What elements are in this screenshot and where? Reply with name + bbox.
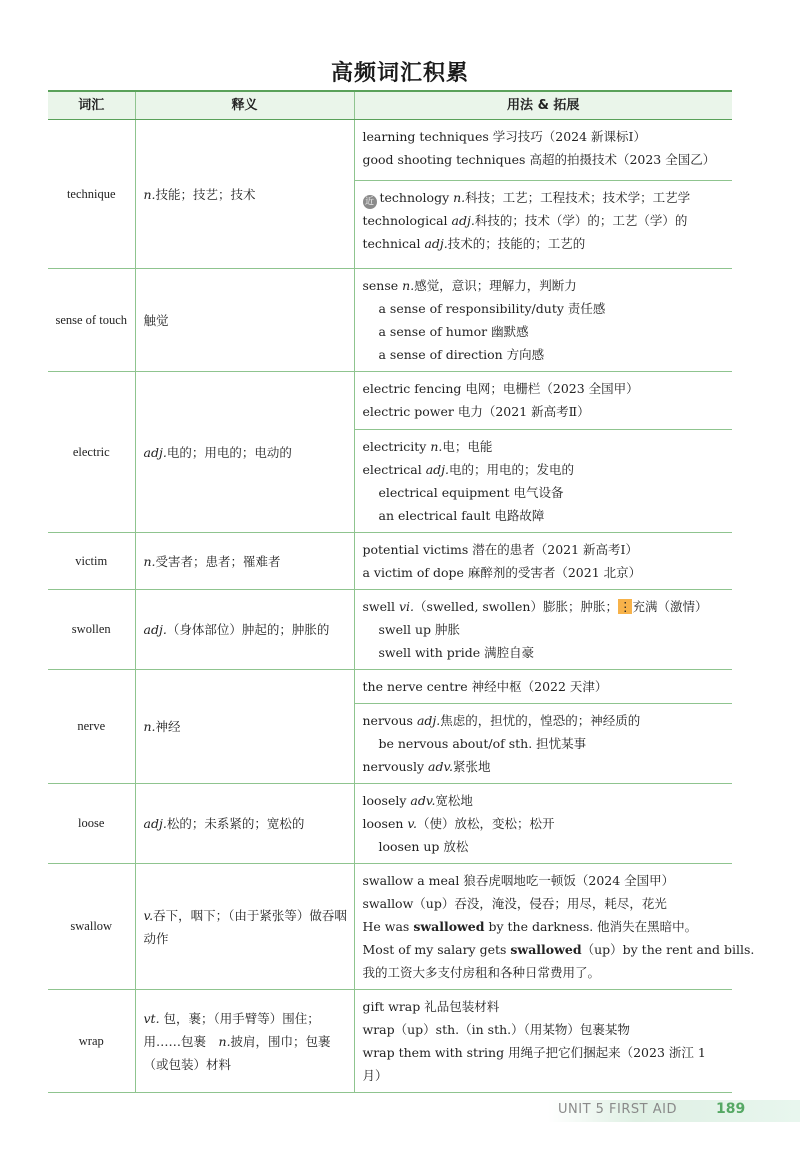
vocab-meaning — [135, 120, 354, 269]
page-title: 高频词汇积累 — [330, 61, 469, 86]
usage-block — [355, 372, 733, 429]
usage-line — [363, 755, 725, 778]
usage-gloss: 焦虑的，担忧的，惶恐的；神经质的 — [440, 713, 641, 728]
usage-block — [355, 120, 733, 180]
usage-line — [363, 812, 725, 835]
usage-line — [363, 538, 725, 561]
usage-term: swell — [362, 599, 399, 614]
part-of-speech: n. — [430, 439, 443, 454]
meaning-text: 技能；技艺；技术 — [155, 186, 256, 202]
vocab-usage — [354, 590, 732, 670]
usage-line — [362, 938, 755, 961]
table-row — [48, 990, 732, 1093]
usage-text: a sense of responsibility/duty 责任感 — [378, 301, 606, 316]
usage-term: technological — [362, 213, 452, 228]
vocab-word: swallow — [48, 864, 135, 990]
table-row — [48, 372, 732, 533]
usage-line — [363, 320, 725, 343]
part-of-speech: n. — [143, 186, 156, 202]
part-of-speech: adv. — [410, 793, 436, 808]
meaning-text: （身体部位）肿起的；肿胀的 — [166, 622, 330, 637]
usage-line — [363, 232, 725, 255]
usage-gloss: 充满（激情） — [632, 599, 708, 614]
usage-term: electricity — [362, 439, 431, 454]
table-row — [48, 670, 732, 784]
usage-block — [355, 784, 733, 863]
vocab-meaning — [135, 990, 354, 1093]
vocab-word: swollen — [48, 590, 135, 670]
synonym-badge-icon: 近 — [363, 195, 377, 209]
usage-text: swallow（up）吞没，淹没，侵吞；用尽，耗尽，花光 — [362, 896, 667, 911]
usage-line — [363, 892, 725, 915]
usage-line — [363, 148, 725, 171]
part-of-speech: n. — [402, 278, 415, 293]
usage-block — [355, 703, 733, 783]
usage-gloss: 电的；用电的；发电的 — [449, 462, 575, 477]
vocabulary-table — [48, 90, 755, 1093]
vocab-meaning — [135, 864, 354, 990]
table-row — [48, 864, 732, 990]
usage-text: 我的工资大多支付房租和各种日常费用了。 — [362, 965, 601, 980]
vocab-usage — [354, 120, 732, 269]
emphasized-word: swallowed — [510, 942, 582, 957]
usage-gloss: （up）by the rent and bills. — [581, 942, 755, 957]
meaning-text: 包，裹；（用手臂等）围住；用……包裹 — [143, 1010, 320, 1049]
usage-line — [363, 209, 725, 232]
usage-term: loosely — [362, 793, 411, 808]
part-of-speech: n. — [143, 553, 156, 569]
usage-term: nervously — [362, 759, 429, 774]
usage-gloss: 感觉，意识；理解力，判断力 — [414, 278, 577, 293]
usage-line — [363, 835, 725, 858]
vocab-word: victim — [48, 533, 135, 590]
vocab-word: technique — [48, 120, 135, 269]
vocab-usage — [354, 269, 732, 372]
usage-text: potential victims 潜在的患者（2021 新高考Ⅰ） — [362, 542, 638, 557]
usage-line — [363, 709, 725, 732]
usage-line — [363, 377, 725, 400]
usage-text: loosen up 放松 — [378, 839, 469, 854]
usage-text: electric fencing 电网；电栅栏（2023 全国甲） — [362, 381, 639, 396]
usage-block — [355, 269, 733, 371]
usage-text: swell with pride 满腔自豪 — [378, 645, 535, 660]
vocab-word: sense of touch — [48, 269, 135, 372]
usage-text: good shooting techniques 高超的拍摄技术（2023 全国乙） — [362, 152, 716, 167]
part-of-speech: v. — [407, 816, 417, 831]
vocab-usage — [354, 784, 732, 864]
meaning-text: 披肩，围巾；包裹（或包装）材料 — [143, 1033, 331, 1072]
header-usage: 用法 & 拓展 — [354, 91, 732, 120]
usage-line — [363, 961, 725, 984]
usage-gloss: （swelled, swollen）膨胀；肿胀； — [414, 599, 618, 614]
usage-block — [355, 429, 733, 532]
vocab-meaning — [135, 269, 354, 372]
usage-line — [363, 595, 725, 618]
usage-term: Most of my salary gets — [362, 942, 511, 957]
part-of-speech: adj. — [416, 713, 441, 728]
usage-line — [363, 481, 725, 504]
page-footer — [548, 1100, 800, 1122]
usage-text: wrap them with string 用绳子把它们捆起来（2023 浙江 1月） — [362, 1045, 706, 1083]
part-of-speech: vt. — [143, 1010, 160, 1026]
usage-gloss: 科技；工艺；工程技术；技术学；工艺学 — [465, 190, 691, 205]
part-of-speech: adj. — [425, 462, 450, 477]
usage-gloss: 电；电能 — [442, 439, 493, 454]
vocab-usage — [354, 533, 732, 590]
vocab-usage — [354, 990, 732, 1093]
vocab-meaning — [135, 784, 354, 864]
meaning-text: 神经 — [155, 719, 181, 734]
usage-text: be nervous about/of sth. 担忧某事 — [378, 736, 587, 751]
usage-block — [355, 670, 733, 703]
usage-line — [363, 435, 725, 458]
usage-line — [363, 400, 725, 423]
usage-line — [363, 125, 725, 148]
part-of-speech: n. — [218, 1033, 231, 1049]
table-header-row — [48, 91, 732, 120]
usage-block — [355, 590, 733, 669]
usage-line — [363, 732, 725, 755]
vocab-word: nerve — [48, 670, 135, 784]
usage-gloss: 紧张地 — [453, 759, 491, 774]
usage-line — [363, 458, 725, 481]
meaning-text: 松的；未系紧的；宽松的 — [166, 816, 305, 831]
usage-line — [363, 995, 725, 1018]
usage-block — [355, 533, 733, 589]
header-word: 词汇 — [48, 91, 135, 120]
table-row — [48, 120, 732, 269]
meaning-text: 吞下，咽下；（由于紧张等）做吞咽动作 — [143, 907, 347, 946]
vocab-usage — [354, 670, 732, 784]
vocab-usage — [354, 864, 755, 990]
usage-term: loosen — [362, 816, 408, 831]
vocab-meaning — [135, 533, 354, 590]
usage-text: the nerve centre 神经中枢（2022 天津） — [362, 679, 608, 694]
usage-gloss: 科技的；技术（学）的；工艺（学）的 — [474, 213, 688, 228]
usage-block — [355, 864, 755, 989]
usage-term: nervous — [362, 713, 417, 728]
vocab-word: wrap — [48, 990, 135, 1093]
usage-line — [363, 343, 725, 366]
usage-text: a victim of dope 麻醉剂的受害者（2021 北京） — [362, 565, 642, 580]
usage-line — [363, 789, 725, 812]
part-of-speech: adj. — [143, 816, 167, 831]
usage-line — [363, 641, 725, 664]
usage-text: learning techniques 学习技巧（2024 新课标Ⅰ） — [362, 129, 646, 144]
usage-line — [363, 618, 725, 641]
usage-term: He was — [362, 919, 414, 934]
usage-line — [363, 504, 725, 527]
emphasized-word: swallowed — [413, 919, 485, 934]
part-of-speech: adj. — [424, 236, 448, 251]
table-row — [48, 269, 732, 372]
usage-line — [363, 1018, 725, 1041]
table-row — [48, 590, 732, 670]
vocab-meaning — [135, 670, 354, 784]
meaning-text: 受害者；患者；罹难者 — [155, 553, 281, 569]
usage-line — [363, 297, 725, 320]
vocab-usage — [354, 372, 732, 533]
table-row — [48, 784, 732, 864]
part-of-speech: adj. — [451, 213, 475, 228]
usage-text: gift wrap 礼品包装材料 — [362, 999, 500, 1014]
usage-line — [363, 561, 725, 584]
part-of-speech: n. — [453, 190, 466, 205]
part-of-speech: adj. — [143, 444, 167, 460]
vocab-meaning — [135, 372, 354, 533]
part-of-speech: adv. — [428, 759, 454, 774]
usage-term: sense — [362, 278, 403, 293]
usage-term: electrical — [362, 462, 426, 477]
usage-block — [355, 990, 733, 1092]
usage-text: a sense of humor 幽默感 — [378, 324, 529, 339]
usage-text: a sense of direction 方向感 — [378, 347, 545, 362]
header-meaning: 释义 — [135, 91, 354, 120]
usage-line — [363, 869, 725, 892]
usage-text: swallow a meal 狼吞虎咽地吃一顿饭（2024 全国甲） — [362, 873, 675, 888]
highlight-mark: ⋮ — [618, 599, 632, 614]
usage-gloss: （使）放松，变松；松开 — [416, 816, 555, 831]
part-of-speech: n. — [143, 719, 156, 734]
usage-line — [363, 675, 725, 698]
usage-text: an electrical fault 电路故障 — [378, 508, 545, 523]
part-of-speech: vi. — [398, 599, 415, 614]
usage-gloss: by the darkness. 他消失在黑暗中。 — [484, 919, 698, 934]
vocab-word: loose — [48, 784, 135, 864]
usage-term: technology — [379, 190, 454, 205]
usage-text: swell up 肿胀 — [378, 622, 461, 637]
usage-block — [355, 180, 733, 268]
vocabulary-body — [48, 120, 755, 1093]
usage-term: technical — [362, 236, 425, 251]
usage-gloss: 宽松地 — [435, 793, 473, 808]
usage-line — [363, 1041, 725, 1087]
table-row — [48, 533, 732, 590]
vocab-meaning — [135, 590, 354, 670]
usage-line — [363, 915, 725, 938]
unit-label: UNIT 5 FIRST AID — [558, 1102, 677, 1117]
meaning-text: 电的；用电的；电动的 — [166, 444, 292, 460]
meaning-text: 触觉 — [143, 312, 169, 328]
part-of-speech: adj. — [143, 622, 167, 637]
usage-line — [363, 186, 725, 209]
usage-line — [363, 274, 725, 297]
vocab-word: electric — [48, 372, 135, 533]
usage-text: wrap（up）sth.（in sth.）（用某物）包裹某物 — [362, 1022, 630, 1037]
usage-text: electric power 电力（2021 新高考Ⅱ） — [362, 404, 590, 419]
part-of-speech: v. — [143, 907, 154, 923]
page-number: 189 — [716, 1101, 746, 1117]
usage-gloss: 技术的；技能的；工艺的 — [447, 236, 586, 251]
usage-text: electrical equipment 电气设备 — [378, 485, 564, 500]
